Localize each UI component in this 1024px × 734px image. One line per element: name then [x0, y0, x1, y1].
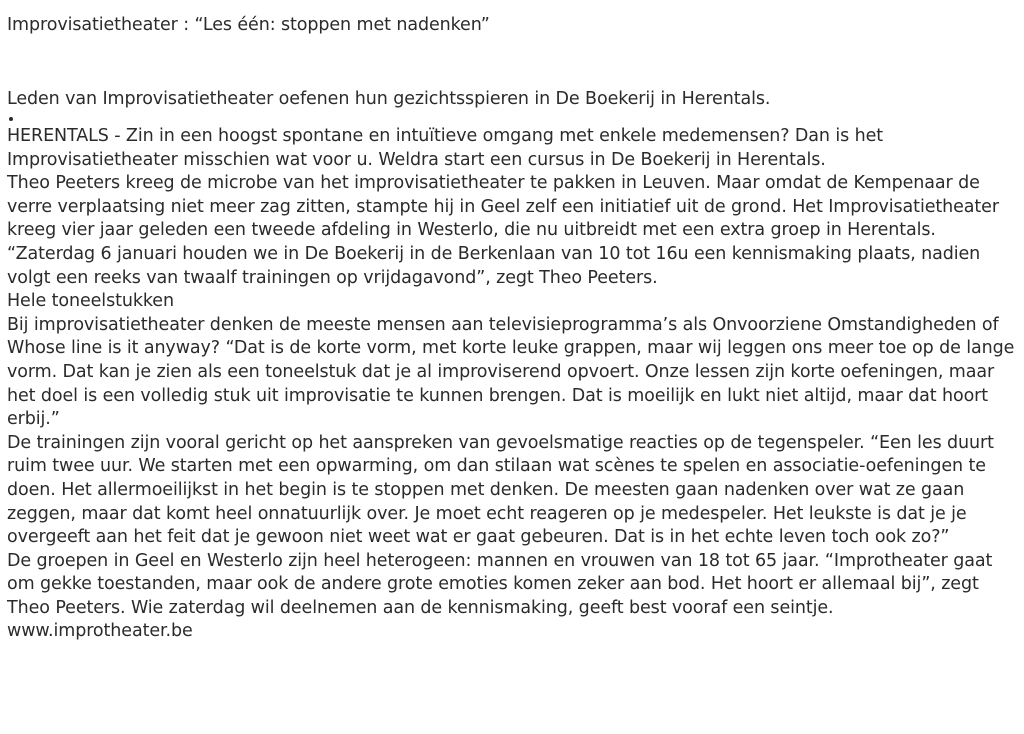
body-paragraph: De groepen in Geel en Westerlo zijn heel heterogeen: mannen en vrouwen van 18 tot 65 jaar. “Improtheater gaat om gekke toestanden, maar ook de andere grote emoties komen zeker aan bod. Het hoort er allemaal bij”, zegt Theo Peeters. Wie zaterdag wil deelnemen aan de kennismaking, geeft best vooraf een seintje.: [7, 550, 993, 618]
article-title: Improvisatietheater : “Les één: stoppen met nadenken”: [7, 15, 490, 35]
article-body: [7, 125, 1017, 644]
intro-paragraph: HERENTALS - Zin in een hoogst spontane en intuïtieve omgang met enkele medemensen? Dan is het Improvisatietheater misschien wat voor u. Weldra start een cursus in De Boekerij in Herentals.: [7, 126, 884, 170]
empty-bullet-item: [23, 111, 1017, 125]
empty-bullet-list: [7, 111, 1017, 125]
body-paragraph: Bij improvisatietheater denken de meeste mensen aan televisieprogramma’s als Onvoorziene Omstandigheden of Whose line is it anyway? “Dat is de korte vorm, met korte leuke grappen, maar wij leggen ons meer toe op de lange vorm. Dat kan je zien als een toneelstuk dat je al improviserend opvoert. Onze lessen zijn korte oefeningen, maar het doel is een volledig stuk uit improvisatie te kunnen brengen. Dat is moeilijk en lukt niet altijd, maar dat hoort erbij.”: [7, 314, 1015, 430]
body-paragraph: Theo Peeters kreeg de microbe van het improvisatietheater te pakken in Leuven. Maar omdat de Kempenaar de verre verplaatsing niet meer zag zitten, stampte hij in Geel zelf een initiatief uit de grond. Het Improvisatietheater kreeg vier jaar geleden een tweede afdeling in Westerlo, die nu uitbreidt met een extra groep in Herentals. “Zaterdag 6 januari houden we in De Boekerij in de Berkenlaan van 10 tot 16u een kennismaking plaats, nadien volgt een reeks van twaalf trainingen op vrijdagavond”, zegt Theo Peeters.: [7, 173, 999, 288]
website-link[interactable]: www.improtheater.be: [7, 621, 193, 642]
body-paragraph: De trainingen zijn vooral gericht op het aanspreken van gevoelsmatige reacties op de tegenspeler. “Een les duurt ruim twee uur. We starten met een opwarming, om dan stilaan wat scènes te spelen en associatie-oefeningen te doen. Het allermoeilijkst in het begin is te stoppen met denken. De meesten gaan nadenken over wat ze gaan zeggen, maar dat komt heel onnatuurlijk over. Je moet echt reageren op je medespeler. Het leukste is dat je je overgeeft aan het feit dat je gewoon niet weet wat er gaat gebeuren. Dat is in het echte leven toch ook zo?”: [7, 432, 994, 548]
photo-caption: Leden van Improvisatietheater oefenen hun gezichtsspieren in De Boekerij in Herentals.: [7, 89, 771, 109]
subheading: Hele toneelstukken: [7, 291, 174, 312]
